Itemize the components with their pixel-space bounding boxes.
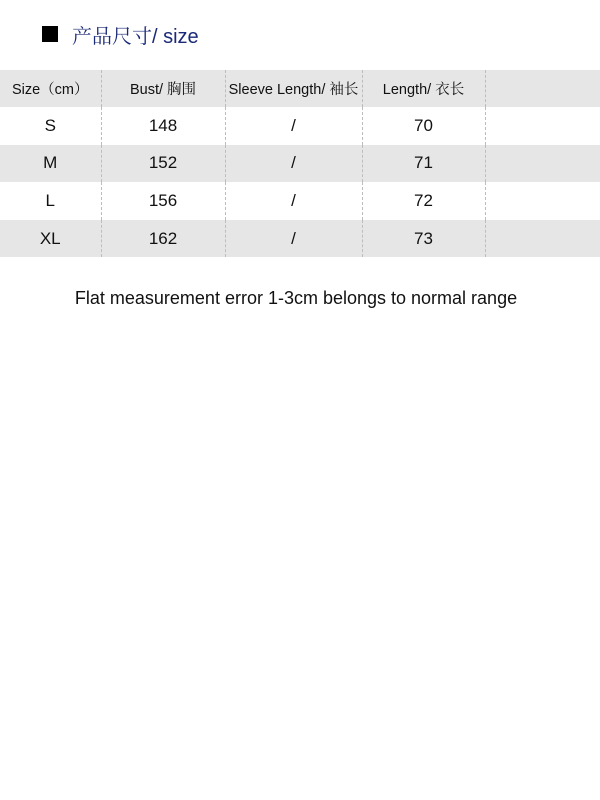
table-header-row: [0, 70, 600, 107]
cell-sleeve-length: /: [225, 220, 362, 258]
cell-empty: [485, 145, 600, 183]
cell-empty: [485, 182, 600, 220]
cell-length: 70: [362, 107, 485, 145]
header-bust: Bust/ 胸围: [101, 70, 225, 107]
cell-bust: 148: [101, 107, 225, 145]
section-header: [42, 20, 199, 48]
table-row: [0, 220, 600, 258]
cell-sleeve-length: /: [225, 145, 362, 183]
header-length: Length/ 衣长: [362, 70, 485, 107]
cell-length: 72: [362, 182, 485, 220]
header-empty-cell: [485, 70, 600, 107]
measurement-note: Flat measurement error 1-3cm belongs to normal range: [74, 288, 518, 308]
cell-sleeve-length: /: [225, 182, 362, 220]
cell-bust: 152: [101, 145, 225, 183]
square-bullet-icon: [42, 26, 58, 42]
cell-sleeve-length: /: [225, 107, 362, 145]
cell-empty: [485, 107, 600, 145]
section-title: 产品尺寸/ size: [72, 25, 199, 48]
cell-size: XL: [0, 220, 101, 258]
table-row: [0, 107, 600, 145]
cell-length: 71: [362, 145, 485, 183]
table-row: [0, 182, 600, 220]
cell-empty: [485, 220, 600, 258]
cell-size: S: [0, 107, 101, 145]
cell-bust: 162: [101, 220, 225, 258]
header-sleeve-length: Sleeve Length/ 袖长: [225, 70, 362, 107]
table-row: [0, 145, 600, 183]
cell-size: M: [0, 145, 101, 183]
cell-length: 73: [362, 220, 485, 258]
cell-bust: 156: [101, 182, 225, 220]
cell-size: L: [0, 182, 101, 220]
size-table: [0, 70, 600, 257]
header-size: Size（cm）: [0, 70, 101, 107]
